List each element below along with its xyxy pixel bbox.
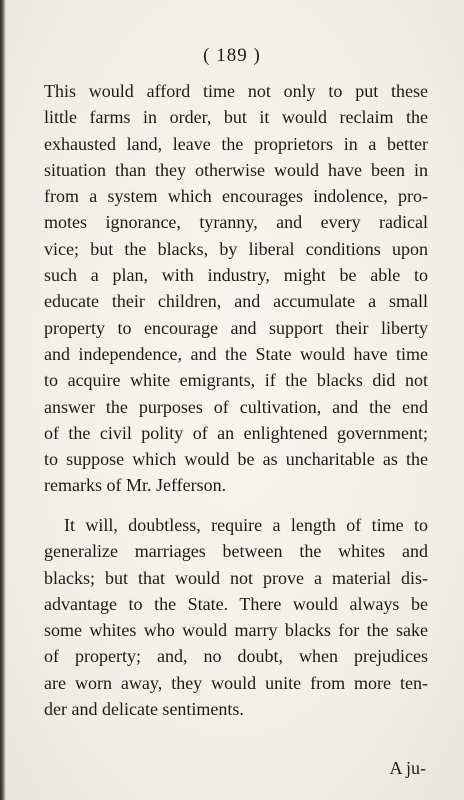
text-line: vice; but the blacks, by liberal conditions upon — [44, 238, 428, 259]
text-line: It will, doubtless, require a length of time to — [64, 515, 428, 535]
text-line: little farms in order, but it would reclaim the — [44, 107, 428, 128]
text-line: blacks; but that would not prove a material dis- — [44, 567, 428, 588]
text-line: generalize marriages between the whites and — [44, 541, 428, 562]
text-line: some whites who would marry blacks for the sake — [44, 620, 428, 641]
catchword: A ju- — [389, 758, 426, 778]
paragraph-1 — [44, 78, 428, 499]
text-line: and independence, and the State would have time — [44, 343, 428, 364]
text-line: educate their children, and accumulate a small — [44, 291, 428, 312]
page-gutter-shadow — [0, 0, 6, 800]
text-line: remarks of Mr. Jefferson. — [44, 475, 227, 496]
text-line: of property; and, no doubt, when prejudices — [44, 646, 428, 667]
text-line: answer the purposes of cultivation, and the end — [44, 396, 428, 417]
text-line: of the civil polity of an enlightened government; — [44, 422, 428, 443]
text-line: situation than they otherwise would have been in — [44, 159, 428, 180]
page-number: ( 189 ) — [203, 45, 261, 66]
text-line: motes ignorance, tyranny, and every radical — [44, 212, 428, 233]
text-line: from a system which encourages indolence, pro- — [44, 186, 428, 207]
text-line: advantage to the State. There would always be — [44, 593, 428, 614]
text-line: are worn away, they would unite from more ten- — [44, 672, 428, 693]
text-line: to suppose which would be as uncharitable as the — [44, 449, 428, 470]
paragraph-2 — [44, 512, 428, 722]
text-line: This would afford time not only to put these — [44, 81, 428, 101]
text-line: der and delicate sentiments. — [44, 699, 244, 720]
text-line: property to encourage and support their liberty — [44, 317, 428, 338]
text-line: to acquire white emigrants, if the blacks did not — [44, 370, 428, 391]
text-line: such a plan, with industry, might be able to — [44, 265, 428, 286]
text-line: exhausted land, leave the proprietors in a better — [44, 133, 428, 154]
